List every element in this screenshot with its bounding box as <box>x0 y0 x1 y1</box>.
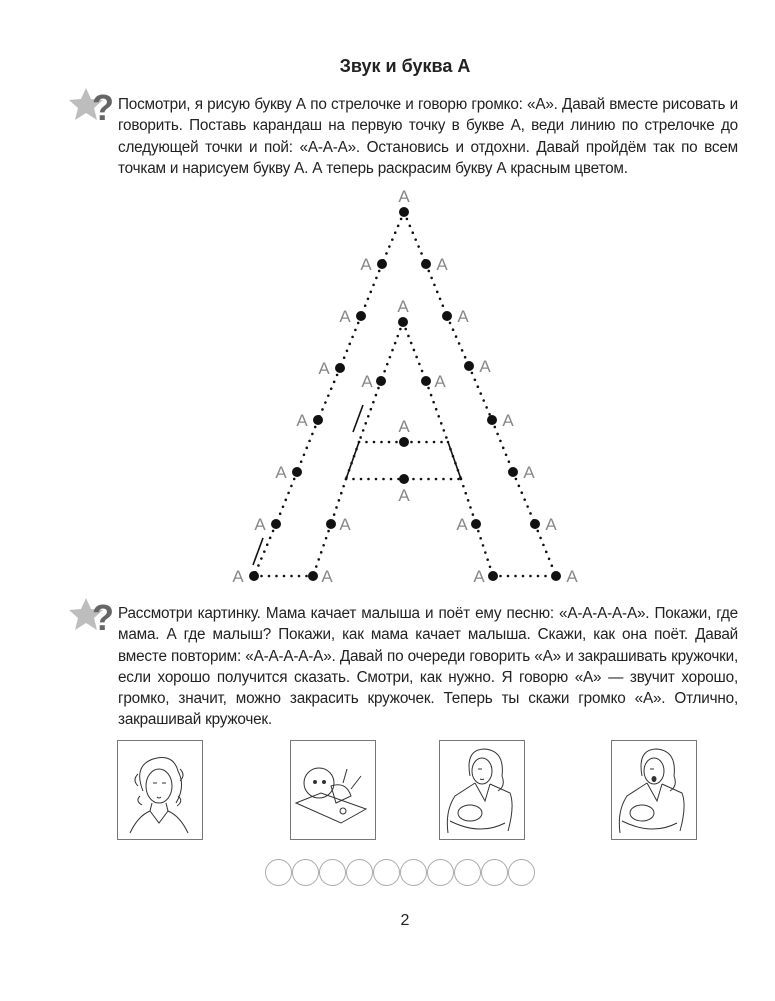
diagram-dot <box>356 311 366 321</box>
diagram-dot <box>421 376 431 386</box>
answer-circle[interactable] <box>292 859 319 886</box>
dot-label: А <box>339 307 351 326</box>
diagram-dot <box>442 311 452 321</box>
diagram-dot <box>471 519 481 529</box>
dot-label: А <box>434 372 446 391</box>
dot-label: А <box>473 567 485 586</box>
dot-label: А <box>321 567 333 586</box>
diagram-dot <box>487 415 497 425</box>
star-question-icon <box>68 594 114 636</box>
page-title: Звук и буква А <box>339 56 471 76</box>
diagram-dot <box>292 467 302 477</box>
page-number: 2 <box>400 912 410 929</box>
dot-label: А <box>566 567 578 586</box>
dot-label: А <box>361 372 373 391</box>
dot-label: А <box>254 515 266 534</box>
diagram-dot <box>249 571 259 581</box>
dot-label: А <box>398 417 410 436</box>
diagram-dot <box>398 317 408 327</box>
diagram-dot <box>399 207 409 217</box>
answer-circle[interactable] <box>319 859 346 886</box>
svg-text:?: ? <box>92 597 114 636</box>
dot-label: А <box>502 411 514 430</box>
dot-label: А <box>318 359 330 378</box>
dotted-guide-line <box>382 212 404 264</box>
diagram-dot <box>530 519 540 529</box>
dot-label: А <box>479 357 491 376</box>
dot-label: А <box>398 486 410 505</box>
answer-circle[interactable] <box>481 859 508 886</box>
dot-label: А <box>456 515 468 534</box>
diagram-dot <box>464 361 474 371</box>
picture-baby <box>290 740 376 840</box>
diagram-dot <box>313 415 323 425</box>
diagram-dot <box>308 571 318 581</box>
answer-circle[interactable] <box>373 859 400 886</box>
answer-circle[interactable] <box>427 859 454 886</box>
diagram-dot <box>508 467 518 477</box>
direction-arrow <box>353 405 363 432</box>
diagram-dot <box>271 519 281 529</box>
diagram-dot <box>377 259 387 269</box>
dot-label: А <box>360 255 372 274</box>
dot-label: А <box>436 255 448 274</box>
diagram-dot <box>399 474 409 484</box>
answer-circle[interactable] <box>400 859 427 886</box>
task-2-instructions: Рассмотри картинку. Мама качает малыша и поёт ему песню: «А-А-А-А-А». Покажи, где мама. А где малыш? Покажи, как мама качает малыша. Скажи, как она поёт. Давай вместе повторим: «А-А-А-А-А». Давай по очереди говорить «А» и закрашивать кружочки, если хорошо получится сказать. Смотри, как нужно. Я говорю «А» — звучит хорошо, громко, значит, можно закрасить кружочек. Теперь ты скажи громко «А». Отлично, закрашивай кружочек. <box>118 605 738 729</box>
answer-circle[interactable] <box>508 859 535 886</box>
diagram-dot <box>376 376 386 386</box>
dot-label: А <box>275 463 287 482</box>
answer-circles <box>265 859 535 886</box>
direction-arrow <box>346 442 359 479</box>
dot-label: А <box>397 297 409 316</box>
task-1-instructions: Посмотри, я рисую букву А по стрелочке и говорю громко: «А». Давай вместе рисовать и говорить. Поставь карандаш на первую точку в букве А, веди линию по стрелочке до следующей точки и пой: «А-А-А». Остановись и отдохни. Давай пройдём так по всем точкам и нарисуем букву А. А теперь раскрасим букву А красным цветом. <box>118 96 738 177</box>
dot-label: А <box>523 463 535 482</box>
direction-arrow <box>253 538 263 565</box>
diagram-dot <box>551 571 561 581</box>
dot-label: А <box>296 411 308 430</box>
dotted-guide-line <box>403 322 426 381</box>
direction-arrow <box>448 442 461 479</box>
dot-label: А <box>398 187 410 206</box>
dotted-guide-line <box>404 212 426 264</box>
dot-label: А <box>457 307 469 326</box>
dot-label: А <box>545 515 557 534</box>
dotted-guide-line <box>381 322 403 381</box>
diagram-dot <box>335 363 345 373</box>
diagram-dot <box>399 437 409 447</box>
svg-text:?: ? <box>92 87 114 126</box>
picture-mother-holding-baby <box>439 740 525 840</box>
diagram-dot <box>326 519 336 529</box>
dot-label: А <box>339 515 351 534</box>
answer-circle[interactable] <box>346 859 373 886</box>
picture-mother-singing-to-baby <box>611 740 697 840</box>
answer-circle[interactable] <box>265 859 292 886</box>
dot-label: А <box>232 567 244 586</box>
picture-mother-face <box>117 740 203 840</box>
answer-circle[interactable] <box>454 859 481 886</box>
diagram-dot <box>488 571 498 581</box>
diagram-dot <box>421 259 431 269</box>
